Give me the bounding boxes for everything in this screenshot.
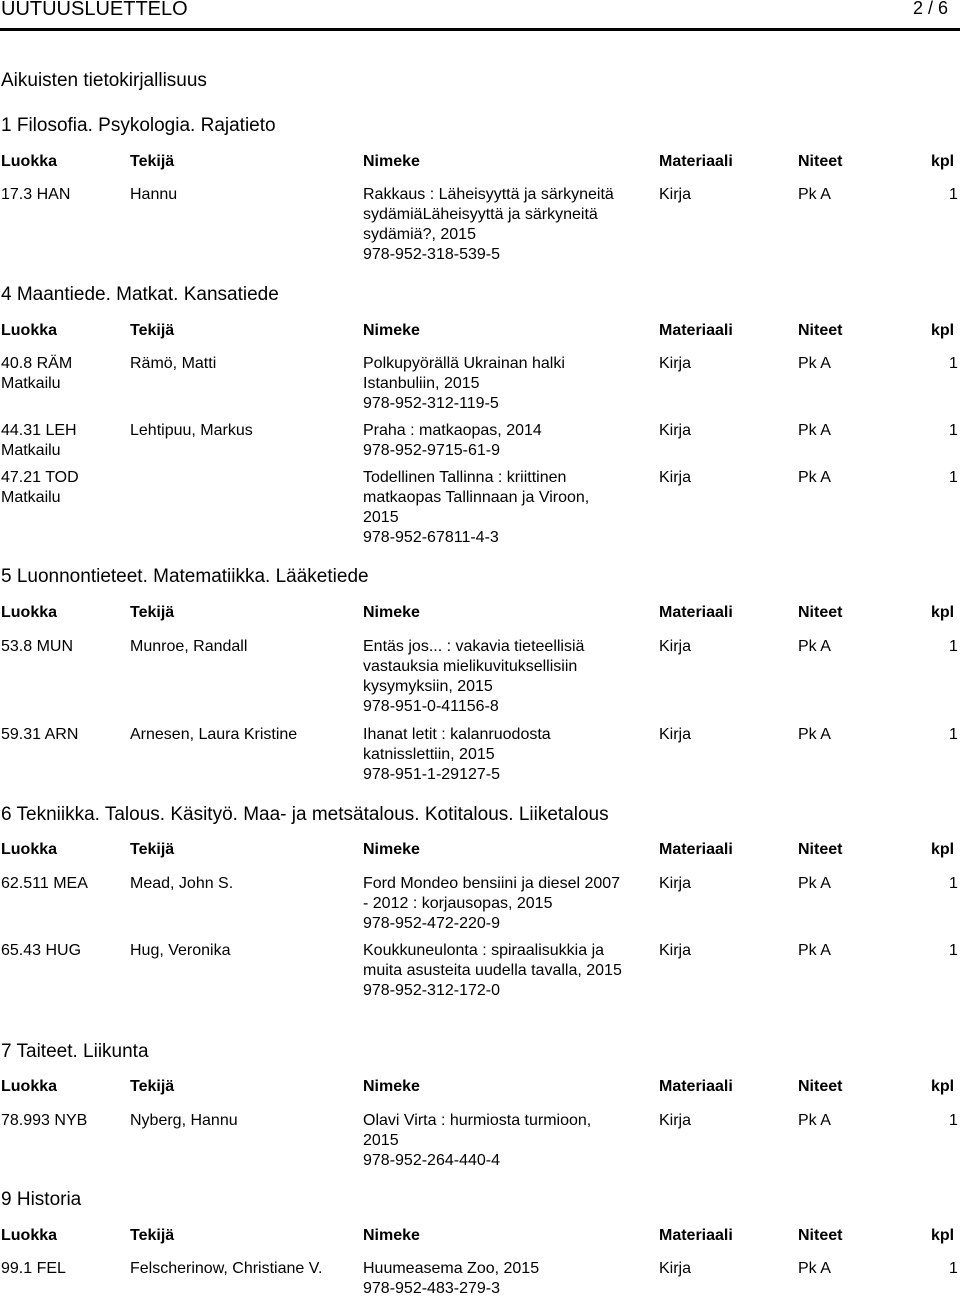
- tekija-cell: Munroe, Randall: [130, 638, 248, 655]
- luokka-cell: [1, 1111, 87, 1131]
- column-materiaali: Materiaali: [659, 1078, 733, 1095]
- niteet-cell: Pk A: [798, 355, 831, 372]
- column-nimeke: Nimeke: [363, 153, 420, 170]
- column-niteet: Niteet: [798, 153, 843, 170]
- nimeke-line: vastauksia mielikuvituksellisiin: [363, 658, 578, 675]
- column-tekija: Tekijä: [130, 1078, 175, 1095]
- kpl-cell: 1: [949, 1112, 958, 1129]
- section-heading: 4 Maantiede. Matkat. Kansatiede: [1, 284, 279, 305]
- nimeke-cell: [363, 637, 653, 717]
- isbn-line: 978-952-483-279-3: [363, 1280, 500, 1297]
- nimeke-line: Entäs jos... : vakavia tieteellisiä: [363, 638, 585, 655]
- column-kpl: kpl: [931, 841, 955, 858]
- column-niteet: Niteet: [798, 841, 843, 858]
- materiaali-cell: Kirja: [659, 422, 692, 439]
- column-luokka: Luokka: [1, 841, 58, 858]
- nimeke-cell: [363, 468, 653, 548]
- kpl-cell: 1: [949, 942, 958, 959]
- luokka-line: 40.8 RÄM: [1, 355, 73, 372]
- column-nimeke: Nimeke: [363, 322, 420, 339]
- nimeke-line: Praha : matkaopas, 2014: [363, 422, 542, 439]
- column-materiaali: Materiaali: [659, 322, 733, 339]
- column-tekija: Tekijä: [130, 841, 175, 858]
- luokka-cell: [1, 185, 70, 205]
- column-tekija: Tekijä: [130, 1227, 175, 1244]
- tekija-cell: Mead, John S.: [130, 875, 234, 892]
- nimeke-line: Todellinen Tallinna : kriittinen: [363, 469, 567, 486]
- section-heading: 9 Historia: [1, 1189, 82, 1210]
- nimeke-line: Koukkuneulonta : spiraalisukkia ja: [363, 942, 605, 959]
- header-divider: [0, 28, 960, 31]
- nimeke-cell: [363, 1111, 653, 1171]
- section-heading: 1 Filosofia. Psykologia. Rajatieto: [1, 115, 276, 136]
- page-number: 2 / 6: [912, 0, 948, 18]
- column-nimeke: Nimeke: [363, 604, 420, 621]
- luokka-line: 44.31 LEH: [1, 422, 77, 439]
- materiaali-cell: Kirja: [659, 355, 692, 372]
- kpl-cell: 1: [949, 1260, 958, 1277]
- column-nimeke: Nimeke: [363, 1227, 420, 1244]
- nimeke-cell: [363, 941, 653, 1001]
- materiaali-cell: Kirja: [659, 186, 692, 203]
- luokka-cell: [1, 1259, 66, 1279]
- nimeke-line: Ihanat letit : kalanruodosta: [363, 726, 551, 743]
- kpl-cell: 1: [949, 875, 958, 892]
- materiaali-cell: Kirja: [659, 638, 692, 655]
- tekija-cell: Rämö, Matti: [130, 355, 217, 372]
- nimeke-line: Huumeasema Zoo, 2015: [363, 1260, 540, 1277]
- column-materiaali: Materiaali: [659, 841, 733, 858]
- nimeke-cell: [363, 354, 653, 414]
- column-luokka: Luokka: [1, 604, 58, 621]
- tekija-cell: Hannu: [130, 186, 178, 203]
- section-heading: 5 Luonnontieteet. Matematiikka. Lääketiede: [1, 566, 369, 587]
- luokka-cell: [1, 637, 73, 657]
- kpl-cell: 1: [949, 186, 958, 203]
- nimeke-cell: [363, 725, 653, 785]
- niteet-cell: Pk A: [798, 422, 831, 439]
- luokka-line: Matkailu: [1, 489, 61, 506]
- materiaali-cell: Kirja: [659, 726, 692, 743]
- isbn-line: 978-952-67811-4-3: [363, 529, 499, 546]
- column-header-row: [0, 1077, 960, 1097]
- column-niteet: Niteet: [798, 1227, 843, 1244]
- column-kpl: kpl: [931, 1227, 955, 1244]
- luokka-cell: [1, 421, 77, 461]
- luokka-line: Matkailu: [1, 442, 61, 459]
- nimeke-line: sydämiäLäheisyyttä ja särkyneitä: [363, 206, 598, 223]
- isbn-line: 978-952-312-119-5: [363, 395, 499, 412]
- luokka-cell: [1, 725, 78, 745]
- niteet-cell: Pk A: [798, 942, 831, 959]
- column-niteet: Niteet: [798, 1078, 843, 1095]
- nimeke-line: Istanbuliin, 2015: [363, 375, 480, 392]
- niteet-cell: Pk A: [798, 186, 831, 203]
- column-header-row: [0, 321, 960, 341]
- niteet-cell: Pk A: [798, 875, 831, 892]
- kpl-cell: 1: [949, 469, 958, 486]
- nimeke-line: Rakkaus : Läheisyyttä ja särkyneitä: [363, 186, 614, 203]
- niteet-cell: Pk A: [798, 1260, 831, 1277]
- luokka-line: Matkailu: [1, 375, 61, 392]
- luokka-line: 47.21 TOD: [1, 469, 79, 486]
- materiaali-cell: Kirja: [659, 1112, 692, 1129]
- column-kpl: kpl: [931, 322, 955, 339]
- catalog-header-title: UUTUUSLUETTELO: [1, 0, 188, 20]
- isbn-line: 978-951-1-29127-5: [363, 766, 500, 783]
- nimeke-line: sydämiä?, 2015: [363, 226, 476, 243]
- niteet-cell: Pk A: [798, 726, 831, 743]
- column-kpl: kpl: [931, 604, 955, 621]
- isbn-line: 978-951-0-41156-8: [363, 698, 499, 715]
- column-tekija: Tekijä: [130, 153, 175, 170]
- column-tekija: Tekijä: [130, 604, 175, 621]
- column-kpl: kpl: [931, 153, 955, 170]
- column-niteet: Niteet: [798, 322, 843, 339]
- luokka-line: 62.511 MEA: [1, 875, 88, 892]
- isbn-line: 978-952-472-220-9: [363, 915, 500, 932]
- isbn-line: 978-952-312-172-0: [363, 982, 500, 999]
- nimeke-line: 2015: [363, 1132, 399, 1149]
- nimeke-cell: [363, 185, 653, 265]
- luokka-line: 53.8 MUN: [1, 638, 74, 655]
- nimeke-cell: [363, 1259, 653, 1299]
- isbn-line: 978-952-264-440-4: [363, 1152, 500, 1169]
- tekija-cell: Felscherinow, Christiane V.: [130, 1260, 323, 1277]
- column-luokka: Luokka: [1, 322, 58, 339]
- column-luokka: Luokka: [1, 153, 58, 170]
- luokka-cell: [1, 941, 81, 961]
- nimeke-line: 2015: [363, 509, 399, 526]
- nimeke-line: Olavi Virta : hurmiosta turmioon,: [363, 1112, 592, 1129]
- isbn-line: 978-952-9715-61-9: [363, 442, 500, 459]
- column-header-row: [0, 152, 960, 172]
- tekija-cell: Nyberg, Hannu: [130, 1112, 238, 1129]
- materiaali-cell: Kirja: [659, 469, 692, 486]
- nimeke-line: katnisslettiin, 2015: [363, 746, 495, 763]
- tekija-cell: Arnesen, Laura Kristine: [130, 726, 298, 743]
- luokka-cell: [1, 468, 79, 508]
- tekija-cell: Lehtipuu, Markus: [130, 422, 253, 439]
- materiaali-cell: Kirja: [659, 942, 692, 959]
- kpl-cell: 1: [949, 638, 958, 655]
- section-heading: 7 Taiteet. Liikunta: [1, 1041, 149, 1062]
- isbn-line: 978-952-318-539-5: [363, 246, 500, 263]
- nimeke-line: Ford Mondeo bensiini ja diesel 2007: [363, 875, 621, 892]
- luokka-cell: [1, 354, 72, 394]
- column-materiaali: Materiaali: [659, 604, 733, 621]
- column-nimeke: Nimeke: [363, 1078, 420, 1095]
- column-header-row: [0, 1226, 960, 1246]
- column-materiaali: Materiaali: [659, 1227, 733, 1244]
- column-header-row: [0, 840, 960, 860]
- materiaali-cell: Kirja: [659, 1260, 692, 1277]
- nimeke-line: - 2012 : korjausopas, 2015: [363, 895, 553, 912]
- kpl-cell: 1: [949, 726, 958, 743]
- tekija-cell: Hug, Veronika: [130, 942, 231, 959]
- niteet-cell: Pk A: [798, 638, 831, 655]
- kpl-cell: 1: [949, 422, 958, 439]
- niteet-cell: Pk A: [798, 1112, 831, 1129]
- column-kpl: kpl: [931, 1078, 955, 1095]
- luokka-line: 78.993 NYB: [1, 1112, 88, 1129]
- column-header-row: [0, 603, 960, 623]
- luokka-line: 59.31 ARN: [1, 726, 79, 743]
- column-niteet: Niteet: [798, 604, 843, 621]
- catalog-title: Aikuisten tietokirjallisuus: [1, 70, 207, 91]
- nimeke-line: muita asusteita uudella tavalla, 2015: [363, 962, 622, 979]
- niteet-cell: Pk A: [798, 469, 831, 486]
- nimeke-cell: [363, 421, 653, 461]
- nimeke-line: matkaopas Tallinnaan ja Viroon,: [363, 489, 590, 506]
- kpl-cell: 1: [949, 355, 958, 372]
- column-luokka: Luokka: [1, 1227, 58, 1244]
- nimeke-line: Polkupyörällä Ukrainan halki: [363, 355, 565, 372]
- materiaali-cell: Kirja: [659, 875, 692, 892]
- luokka-line: 17.3 HAN: [1, 186, 71, 203]
- luokka-line: 65.43 HUG: [1, 942, 82, 959]
- column-materiaali: Materiaali: [659, 153, 733, 170]
- luokka-cell: [1, 874, 88, 894]
- nimeke-cell: [363, 874, 653, 934]
- section-heading: 6 Tekniikka. Talous. Käsityö. Maa- ja metsätalous. Kotitalous. Liiketalous: [1, 804, 609, 825]
- nimeke-line: kysymyksiin, 2015: [363, 678, 493, 695]
- column-nimeke: Nimeke: [363, 841, 420, 858]
- luokka-line: 99.1 FEL: [1, 1260, 66, 1277]
- column-tekija: Tekijä: [130, 322, 175, 339]
- column-luokka: Luokka: [1, 1078, 58, 1095]
